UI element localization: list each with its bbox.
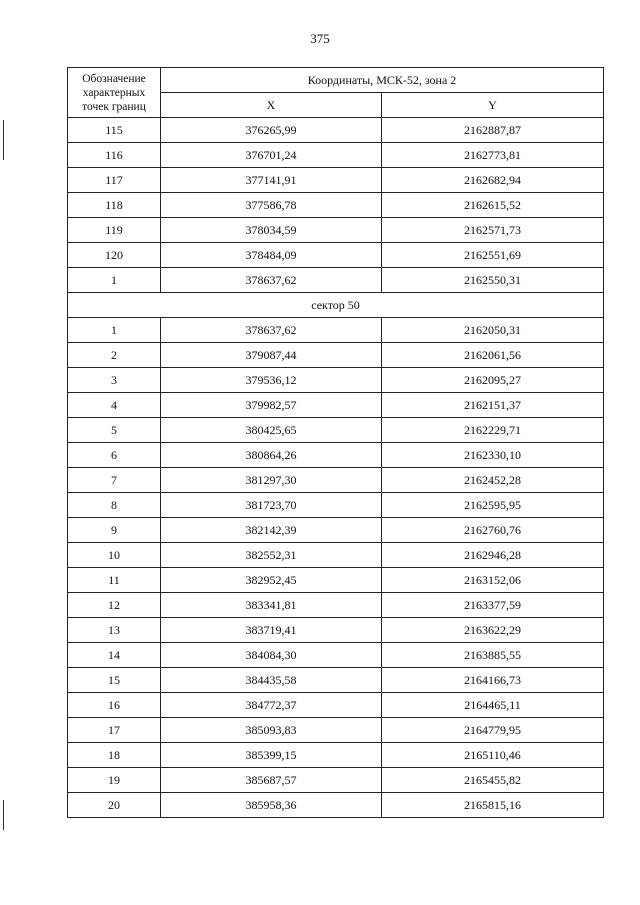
y-coordinate-cell: 2162571,73 <box>382 218 604 243</box>
point-number-cell: 3 <box>68 368 161 393</box>
table-row <box>68 318 604 343</box>
table-row <box>68 243 604 268</box>
table-row <box>68 568 604 593</box>
coords-title-header: Координаты, МСК-52, зона 2 <box>161 68 604 93</box>
y-coordinate-cell: 2164166,73 <box>382 668 604 693</box>
x-coordinate-cell: 379087,44 <box>161 343 382 368</box>
x-coordinate-cell: 379536,12 <box>161 368 382 393</box>
point-number-cell: 6 <box>68 443 161 468</box>
point-number-cell: 8 <box>68 493 161 518</box>
table-row <box>68 218 604 243</box>
y-coordinate-cell: 2162151,37 <box>382 393 604 418</box>
point-number-cell: 120 <box>68 243 161 268</box>
point-number-cell: 1 <box>68 268 161 293</box>
x-coordinate-cell: 378484,09 <box>161 243 382 268</box>
y-coordinate-cell: 2162452,28 <box>382 468 604 493</box>
point-number-cell: 9 <box>68 518 161 543</box>
x-coordinate-cell: 380425,65 <box>161 418 382 443</box>
y-coordinate-cell: 2162946,28 <box>382 543 604 568</box>
table-row <box>68 343 604 368</box>
x-coordinate-cell: 383719,41 <box>161 618 382 643</box>
y-coordinate-cell: 2162229,71 <box>382 418 604 443</box>
point-number-cell: 10 <box>68 543 161 568</box>
y-coordinate-cell: 2163885,55 <box>382 643 604 668</box>
table-row <box>68 693 604 718</box>
point-number-cell: 116 <box>68 143 161 168</box>
y-coordinate-cell: 2165110,46 <box>382 743 604 768</box>
table-row <box>68 668 604 693</box>
point-number-cell: 117 <box>68 168 161 193</box>
x-coordinate-cell: 378637,62 <box>161 268 382 293</box>
table-row <box>68 468 604 493</box>
x-coordinate-cell: 377586,78 <box>161 193 382 218</box>
y-coordinate-cell: 2162050,31 <box>382 318 604 343</box>
table-row <box>68 593 604 618</box>
table-row <box>68 543 604 568</box>
table-row <box>68 193 604 218</box>
y-coordinate-cell: 2164779,95 <box>382 718 604 743</box>
y-coordinate-cell: 2162095,27 <box>382 368 604 393</box>
y-coordinate-cell: 2162550,31 <box>382 268 604 293</box>
y-coordinate-cell: 2163622,29 <box>382 618 604 643</box>
point-number-cell: 15 <box>68 668 161 693</box>
table-row <box>68 118 604 143</box>
x-coordinate-cell: 381723,70 <box>161 493 382 518</box>
point-number-cell: 119 <box>68 218 161 243</box>
y-coordinate-cell: 2162682,94 <box>382 168 604 193</box>
x-coordinate-cell: 382952,45 <box>161 568 382 593</box>
table-row <box>68 168 604 193</box>
point-number-cell: 18 <box>68 743 161 768</box>
x-coordinate-cell: 376701,24 <box>161 143 382 168</box>
x-coordinate-cell: 385958,36 <box>161 793 382 818</box>
y-coordinate-cell: 2162615,52 <box>382 193 604 218</box>
table-row <box>68 643 604 668</box>
y-coordinate-cell: 2162887,87 <box>382 118 604 143</box>
y-coordinate-cell: 2163377,59 <box>382 593 604 618</box>
y-coordinate-cell: 2164465,11 <box>382 693 604 718</box>
scan-margin-mark <box>3 120 4 160</box>
y-coordinate-cell: 2162551,69 <box>382 243 604 268</box>
y-coordinate-cell: 2162061,56 <box>382 343 604 368</box>
y-coordinate-cell: 2162595,95 <box>382 493 604 518</box>
x-coordinate-cell: 379982,57 <box>161 393 382 418</box>
rows-before-sector <box>68 118 604 293</box>
point-number-cell: 1 <box>68 318 161 343</box>
point-number-cell: 2 <box>68 343 161 368</box>
point-number-cell: 20 <box>68 793 161 818</box>
point-number-cell: 115 <box>68 118 161 143</box>
x-coordinate-cell: 385093,83 <box>161 718 382 743</box>
x-coordinate-cell: 376265,99 <box>161 118 382 143</box>
y-coordinate-cell: 2163152,06 <box>382 568 604 593</box>
x-coordinate-cell: 377141,91 <box>161 168 382 193</box>
point-number-cell: 19 <box>68 768 161 793</box>
point-number-cell: 7 <box>68 468 161 493</box>
table-row <box>68 493 604 518</box>
point-number-cell: 13 <box>68 618 161 643</box>
table-header <box>68 68 604 118</box>
page-number: 375 <box>310 31 330 46</box>
y-column-header: Y <box>382 93 604 118</box>
point-number-cell: 14 <box>68 643 161 668</box>
point-number-cell: 118 <box>68 193 161 218</box>
y-coordinate-cell: 2162760,76 <box>382 518 604 543</box>
point-number-cell: 11 <box>68 568 161 593</box>
table-row <box>68 793 604 818</box>
sector-row <box>68 293 604 318</box>
x-column-header: X <box>161 93 382 118</box>
x-coordinate-cell: 381297,30 <box>161 468 382 493</box>
table-row <box>68 618 604 643</box>
table-row <box>68 418 604 443</box>
table-row <box>68 718 604 743</box>
point-number-cell: 5 <box>68 418 161 443</box>
y-coordinate-cell: 2162330,10 <box>382 443 604 468</box>
table-row <box>68 368 604 393</box>
x-coordinate-cell: 378034,59 <box>161 218 382 243</box>
sector-label: сектор 50 <box>68 293 604 318</box>
x-coordinate-cell: 382552,31 <box>161 543 382 568</box>
x-coordinate-cell: 383341,81 <box>161 593 382 618</box>
x-coordinate-cell: 385399,15 <box>161 743 382 768</box>
coordinates-table <box>67 67 604 818</box>
y-coordinate-cell: 2162773,81 <box>382 143 604 168</box>
point-number-cell: 12 <box>68 593 161 618</box>
x-coordinate-cell: 382142,39 <box>161 518 382 543</box>
x-coordinate-cell: 384435,58 <box>161 668 382 693</box>
table-row <box>68 143 604 168</box>
x-coordinate-cell: 384772,37 <box>161 693 382 718</box>
table-row <box>68 743 604 768</box>
x-coordinate-cell: 378637,62 <box>161 318 382 343</box>
point-label-header: Обозначение характерных точек границ <box>68 68 161 118</box>
y-coordinate-cell: 2165815,16 <box>382 793 604 818</box>
rows-sector <box>68 318 604 818</box>
scan-margin-mark <box>3 800 4 830</box>
point-number-cell: 4 <box>68 393 161 418</box>
point-number-cell: 16 <box>68 693 161 718</box>
x-coordinate-cell: 380864,26 <box>161 443 382 468</box>
table-row <box>68 393 604 418</box>
x-coordinate-cell: 385687,57 <box>161 768 382 793</box>
point-number-cell: 17 <box>68 718 161 743</box>
table-row <box>68 268 604 293</box>
sector-section <box>68 293 604 318</box>
table-row <box>68 443 604 468</box>
y-coordinate-cell: 2165455,82 <box>382 768 604 793</box>
table-row <box>68 518 604 543</box>
table-row <box>68 768 604 793</box>
x-coordinate-cell: 384084,30 <box>161 643 382 668</box>
